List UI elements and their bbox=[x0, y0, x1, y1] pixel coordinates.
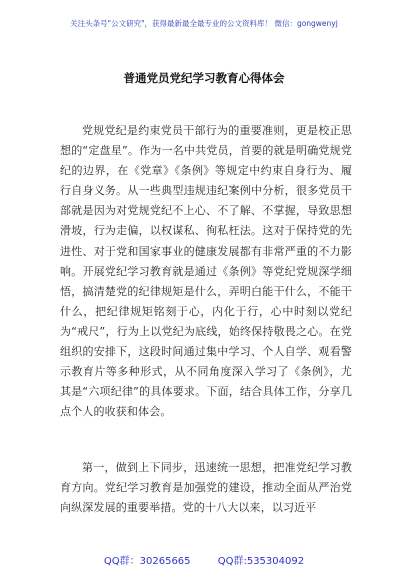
body-paragraph-2: 第一，做到上下同步，迅速统一思想，把准党纪学习教育方向。党纪学习教育是加强党的建设，推动全面从严治党向纵深发展的重要举措。党的十八大以来，以习近平 bbox=[60, 461, 352, 515]
footer-qq-group-2: QQ群:535304092 bbox=[217, 556, 305, 567]
footer-contacts bbox=[0, 552, 408, 567]
header-promo-note: 关注头条号"公文研究"，获得最新最全最专业的公文资料库！ 微信：gongwenyj bbox=[70, 19, 338, 28]
footer-qq-group-1: QQ群：30265665 bbox=[103, 556, 191, 567]
body-paragraph-1: 党规党纪是约束党员干部行为的重要准则，更是校正思想的“定盘星”。作为一名中共党员，首要的就是明确党规党纪的边界，在《党章》《条例》等规定中约束自身行为、履行自身义务。从一些典型违规违纪案例中分析，很多党员干部就是因为对党规党纪不上心、不了解、不掌握，导致思想滑坡，行为走偏，以权谋私、徇私枉法。这对于保持党的先进性、对于党和国家事业的健康发展都有非常严重的不力影响。开展党纪学习教育就是通过《条例》等党纪党规深学细悟，搞清楚党的纪律规矩是什么，弄明白能干什么，不能干什么，把纪律规矩铭刻于心，内化于行，心中时刻以党纪为“戒尺”，行为上以党纪为底线，始终保持敬畏之心。在党组织的安排下，这段时间通过集中学习、个人自学、观看警示教育片等多种形式，从不同角度深入学习了《条例》，尤其是“六项纪律”的具体要求。下面，结合具体工作，分享几点个人的收获和体会。 bbox=[60, 124, 352, 419]
document-title: 普通党员党纪学习教育心得体会 bbox=[123, 71, 285, 85]
